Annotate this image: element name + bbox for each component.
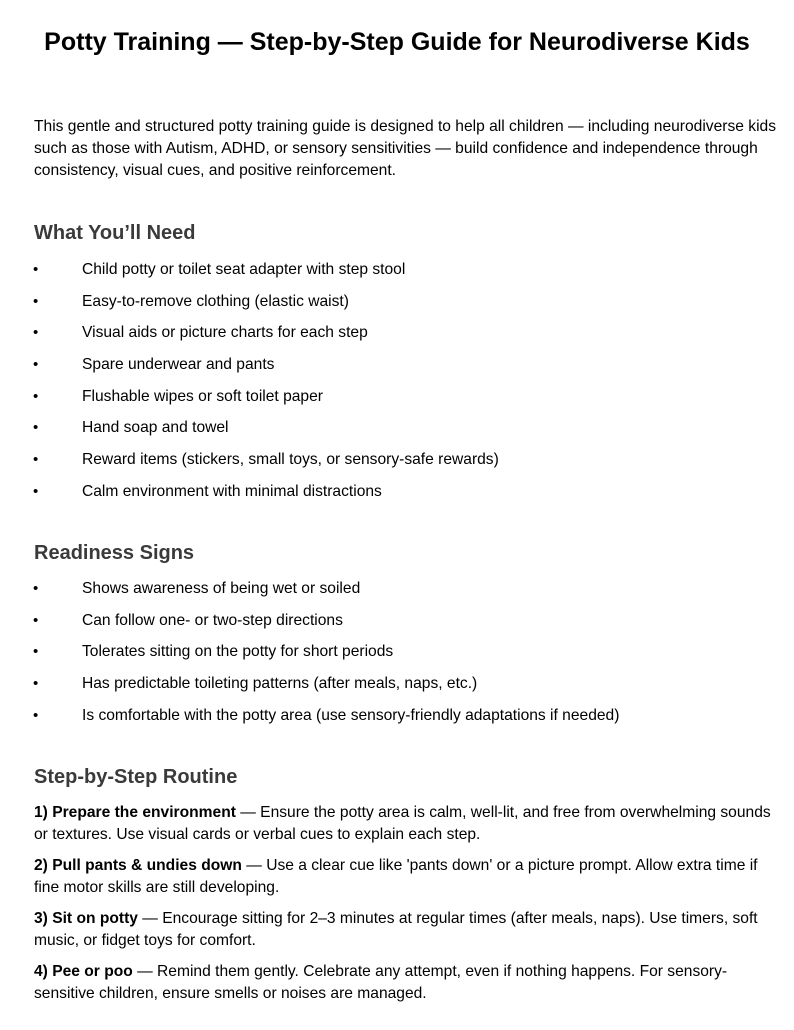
list-item-text: Tolerates sitting on the potty for short periods [82, 643, 394, 661]
list-item [0, 642, 794, 674]
list-item [0, 450, 794, 482]
list-item-text: Flushable wipes or soft toilet paper [82, 387, 323, 405]
bullet-icon: • [33, 387, 39, 405]
list-item [0, 323, 794, 355]
routine-step [34, 855, 784, 899]
bullet-icon: • [33, 611, 39, 629]
routine-step [34, 802, 784, 846]
list-item [0, 674, 794, 706]
routine-step [34, 908, 784, 952]
page-title: Potty Training — Step-by-Step Guide for Neurodiverse Kids [44, 28, 750, 56]
bullet-icon: • [33, 324, 39, 342]
bullet-icon: • [33, 706, 39, 724]
section-heading-readiness: Readiness Signs [34, 542, 195, 564]
list-item-text: Easy-to-remove clothing (elastic waist) [82, 292, 349, 310]
step-text: — Remind them gently. Celebrate any attempt, even if nothing happens. For sensory-sensitive children, ensure smells or noises are managed. [34, 963, 728, 1002]
list-item-text: Is comfortable with the potty area (use sensory-friendly adaptations if needed) [82, 706, 620, 724]
bullet-icon: • [33, 356, 39, 374]
bullet-icon: • [33, 580, 39, 597]
step-label: 1) Prepare the environment [34, 804, 236, 821]
readiness-list [0, 579, 794, 737]
list-item [0, 611, 794, 643]
bullet-icon: • [33, 261, 39, 278]
bullet-icon: • [33, 451, 39, 469]
list-item [0, 292, 794, 324]
step-label: 4) Pee or poo [34, 963, 133, 980]
list-item-text: Reward items (stickers, small toys, or sensory-safe rewards) [82, 451, 499, 469]
list-item-text: Spare underwear and pants [82, 356, 275, 374]
list-item [0, 260, 794, 292]
list-item-text: Can follow one- or two-step directions [82, 611, 343, 629]
list-item-text: Hand soap and towel [82, 419, 229, 437]
list-item-text: Has predictable toileting patterns (after meals, naps, etc.) [82, 675, 478, 693]
list-item-text: Shows awareness of being wet or soiled [82, 580, 361, 597]
list-item [0, 579, 794, 611]
list-item [0, 355, 794, 387]
needs-list [0, 260, 794, 514]
list-item [0, 418, 794, 450]
list-item [0, 387, 794, 419]
routine-step [34, 961, 784, 1005]
list-item-text: Child potty or toilet seat adapter with step stool [82, 261, 406, 278]
step-text: — Ensure the potty area is calm, well-lit, and free from overwhelming sounds or textures. Use visual cards or verbal cues to explain each step. [34, 804, 771, 843]
bullet-icon: • [33, 675, 39, 693]
step-text: — Encourage sitting for 2–3 minutes at regular times (after meals, naps). Use timers, soft music, or fidget toys for comfort. [34, 910, 758, 949]
bullet-icon: • [33, 643, 39, 661]
section-heading-needs: What You’ll Need [34, 222, 196, 244]
bullet-icon: • [33, 292, 39, 310]
step-text: — Use a clear cue like 'pants down' or a picture prompt. Allow extra time if fine motor skills are still developing. [34, 857, 758, 896]
bullet-icon: • [33, 482, 39, 500]
list-item-text: Visual aids or picture charts for each step [82, 324, 368, 342]
list-item [0, 482, 794, 514]
step-label: 2) Pull pants & undies down [34, 857, 242, 874]
routine-steps [34, 802, 784, 1014]
step-label: 3) Sit on potty [34, 910, 138, 927]
bullet-icon: • [33, 419, 39, 437]
list-item-text: Calm environment with minimal distractions [82, 482, 382, 500]
intro-paragraph: This gentle and structured potty training guide is designed to help all children — including neurodiverse kids such as those with Autism, ADHD, or sensory sensitivities — build confidence and independence through consistency, visual cues, and positive reinforcement. [34, 118, 777, 179]
list-item [0, 706, 794, 738]
section-heading-routine: Step-by-Step Routine [34, 766, 238, 788]
